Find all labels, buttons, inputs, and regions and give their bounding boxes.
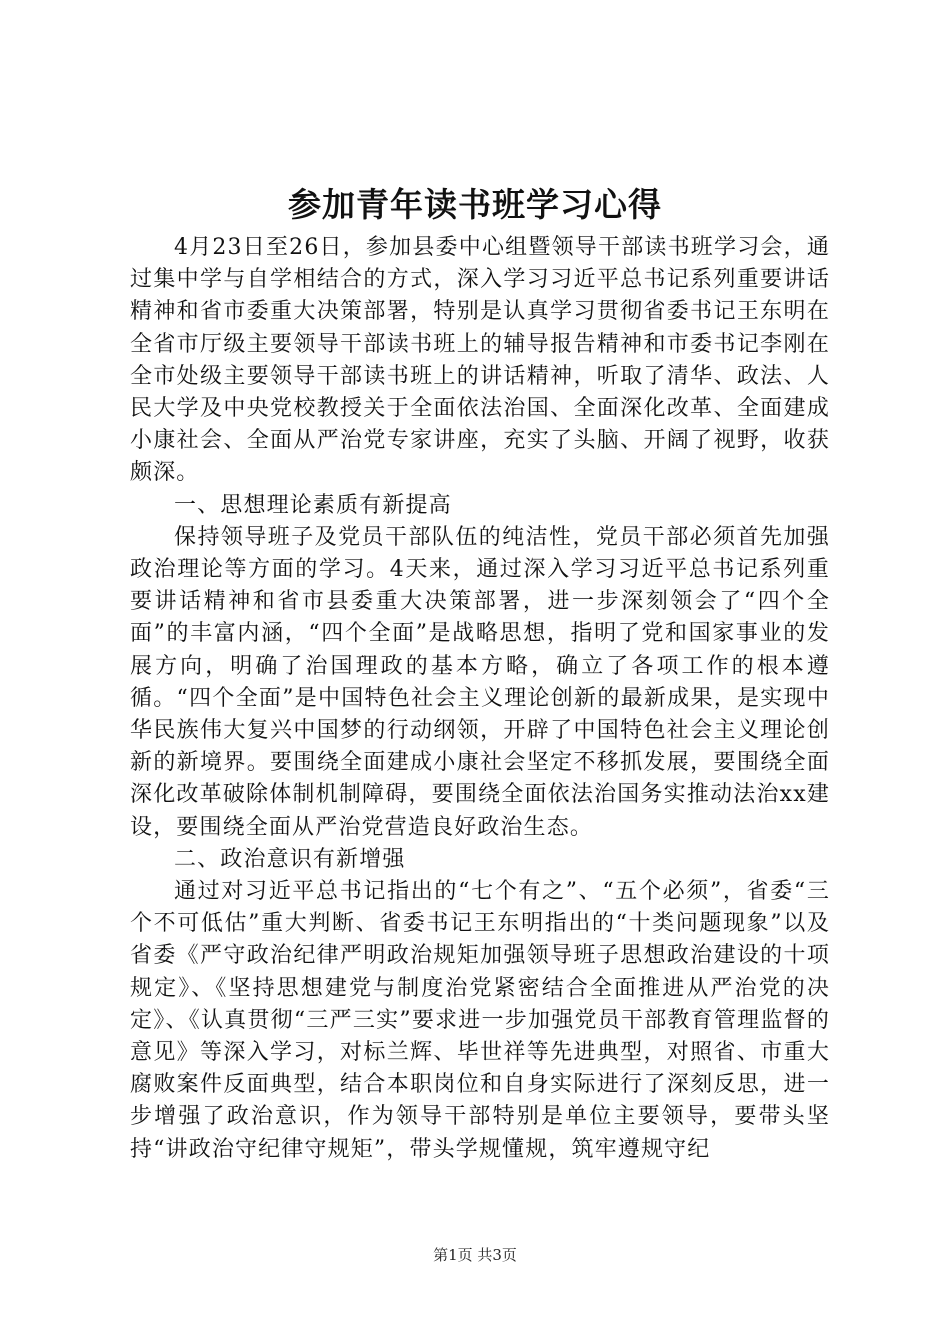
document-body bbox=[130, 232, 830, 1166]
document-title: 参加青年读书班学习心得 bbox=[288, 185, 662, 224]
section-heading-1: 一、思想理论素质有新提高 bbox=[174, 492, 452, 518]
section-1-paragraph: 保持领导班子及党员干部队伍的纯洁性，党员干部必须首先加强政治理论等方面的学习。4天来，通过深入学习习近平总书记系列重要讲话精神和省市县委重大决策部署，进一步深刻领会了“四个全面”的丰富内涵，“四个全面”是战略思想，指明了党和国家事业的发展方向，明确了治国理政的基本方略，确立了各项工作的根本遵循。“四个全面”是中国特色社会主义理论创新的最新成果，是实现中华民族伟大复兴中国梦的行动纲领，开辟了中国特色社会主义理论创新的新境界。要围绕全面建成小康社会坚定不移抓发展，要围绕全面深化改革破除体制机制障碍，要围绕全面依法治国务实推动法治xx建设，要围绕全面从严治党营造良好政治生态。 bbox=[130, 524, 830, 840]
page-footer: 第1页 共3页 bbox=[433, 1246, 517, 1264]
section-heading-2: 二、政治意识有新增强 bbox=[174, 846, 406, 872]
section-2-paragraph: 通过对习近平总书记指出的“七个有之”、“五个必须”，省委“三个不可低估”重大判断、省委书记王东明指出的“十类问题现象”以及省委《严守政治纪律严明政治规矩加强领导班子思想政治建设的十项规定》、《坚持思想建党与制度治党紧密结合全面推进从严治党的决定》、《认真贯彻“三严三实”要求进一步加强党员干部教育管理监督的意见》等深入学习，对标兰辉、毕世祥等先进典型，对照省、市重大腐败案件反面典型，结合本职岗位和自身实际进行了深刻反思，进一步增强了政治意识，作为领导干部特别是单位主要领导，要带头坚持“讲政治守纪律守规矩”，带头学规懂规，筑牢遵规守纪 bbox=[130, 879, 830, 1162]
intro-paragraph: 4月23日至26日，参加县委中心组暨领导干部读书班学习会，通过集中学与自学相结合的方式，深入学习习近平总书记系列重要讲话精神和省市委重大决策部署，特别是认真学习贯彻省委书记王东明在全省市厅级主要领导干部读书班上的辅导报告精神和市委书记李刚在全市处级主要领导干部读书班上的讲话精神，听取了清华、政法、人民大学及中央党校教授关于全面依法治国、全面深化改革、全面建成小康社会、全面从严治党专家讲座，充实了头脑、开阔了视野，收获颇深。 bbox=[130, 235, 830, 486]
